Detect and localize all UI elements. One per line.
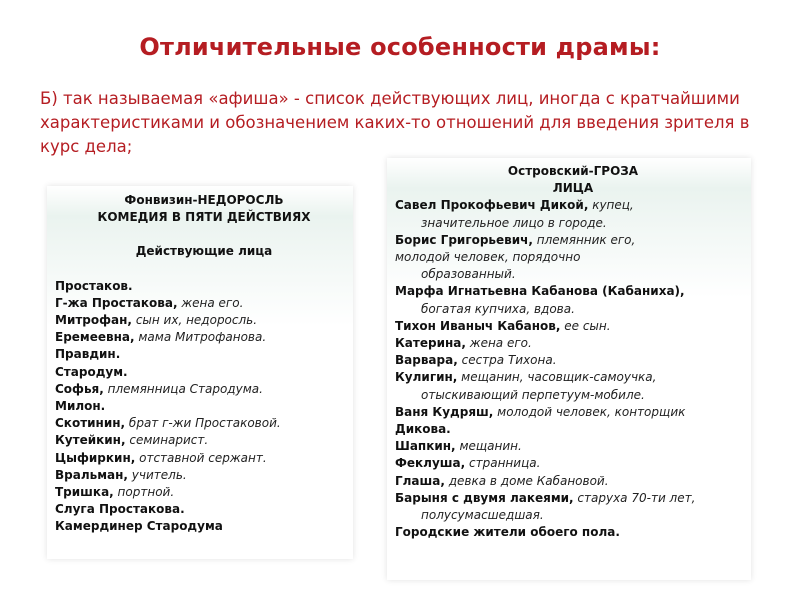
list-item <box>55 415 353 432</box>
character-description: мещанин. <box>455 439 522 454</box>
character-description-cont: полусумасшедшая. <box>421 508 544 523</box>
character-description-cont: значительное лицо в городе. <box>421 215 607 230</box>
list-item <box>395 473 751 490</box>
character-description: купец, <box>588 198 634 213</box>
list-item <box>55 450 353 467</box>
list-item <box>55 364 353 381</box>
ostrovsky-cast-heading: ЛИЦА <box>552 181 594 196</box>
character-description: племянница Стародума. <box>103 381 263 396</box>
ostrovsky-title: Островский-ГРОЗА <box>507 164 639 178</box>
fonvizin-cast-heading: Действующие лица <box>135 244 273 259</box>
character-name: Борис Григорьевич, <box>395 232 533 247</box>
fonvizin-cast-list <box>55 278 353 536</box>
list-item <box>395 318 751 335</box>
character-name: Савел Прокофьевич Дикой, <box>395 198 589 213</box>
list-item <box>55 329 353 346</box>
character-name: Феклуша, <box>395 456 466 471</box>
fonvizin-cast-box <box>47 186 353 559</box>
character-description: племянник его, <box>532 232 636 247</box>
character-name: Глаша, <box>395 473 445 488</box>
character-name: Барыня с двумя лакеями, <box>395 490 574 505</box>
character-name: Еремеевна, <box>55 330 135 345</box>
character-description: жена его. <box>465 336 532 351</box>
character-name: Скотинин, <box>55 416 126 431</box>
ostrovsky-cast-list <box>395 197 751 541</box>
list-item <box>395 455 751 472</box>
character-description: сын их, недоросль. <box>132 313 258 328</box>
character-name: Кутейкин, <box>55 433 126 448</box>
list-item <box>55 278 353 295</box>
character-description: сестра Тихона. <box>457 353 557 368</box>
character-description-cont: богатая купчиха, вдова. <box>421 301 575 316</box>
ostrovsky-cast-box <box>387 158 751 580</box>
character-description: учитель. <box>127 467 187 482</box>
character-description: девка в доме Кабановой. <box>444 473 609 488</box>
fonvizin-title: Фонвизин-НЕДОРОСЛЬ <box>124 193 284 207</box>
character-name: Шапкин, <box>395 439 456 454</box>
character-name: Городские жители обоего пола. <box>395 525 620 540</box>
list-item <box>55 484 353 501</box>
character-description: мама Митрофанова. <box>134 330 267 345</box>
character-name: Цыфиркин, <box>55 450 136 465</box>
character-description-cont: образованный. <box>421 267 516 282</box>
list-item <box>55 398 353 415</box>
character-description: странница. <box>465 456 541 471</box>
character-name: Варвара, <box>395 353 458 368</box>
character-description: молодой человек, конторщик <box>493 404 686 419</box>
character-name: Стародум. <box>55 364 128 379</box>
list-item <box>55 501 353 518</box>
list-item <box>395 438 751 455</box>
character-description: портной. <box>113 485 175 500</box>
character-name: Митрофан, <box>55 313 132 328</box>
fonvizin-subtitle: КОМЕДИЯ В ПЯТИ ДЕЙСТВИЯХ <box>97 210 311 225</box>
character-name: Милон. <box>55 399 106 414</box>
list-item <box>55 312 353 329</box>
list-item <box>55 381 353 398</box>
character-description: ее сын. <box>560 318 611 333</box>
character-name: Тихон Иваныч Кабанов, <box>395 318 561 333</box>
character-name: Софья, <box>55 381 104 396</box>
list-item <box>395 197 751 214</box>
list-item <box>395 421 751 438</box>
character-description: мещанин, часовщик-самоучка, <box>457 370 657 385</box>
list-item <box>395 490 751 507</box>
character-name: Ваня Кудряш, <box>395 404 494 419</box>
character-name: Марфа Игнатьевна Кабанова (Кабаниха), <box>395 284 685 299</box>
character-description: семинарист. <box>125 433 209 448</box>
list-item <box>55 295 353 312</box>
character-description: отставной сержант. <box>135 450 267 465</box>
character-name: Дикова. <box>395 422 451 437</box>
character-name: Правдин. <box>55 347 121 362</box>
character-description-cont: молодой человек, порядочно <box>395 250 581 265</box>
slide-title: Отличительные особенности драмы: <box>139 33 661 61</box>
character-name: Камердинер Стародума <box>55 519 223 534</box>
character-name: Г-жа Простакова, <box>55 295 178 310</box>
intro-paragraph: Б) так называемая «афиша» - список действующих лиц, иногда с кратчайшими характеристиками и обозначением каких-то отношений для введения зрителя в курс дела; <box>40 89 750 156</box>
character-name: Простаков. <box>55 278 133 293</box>
list-item <box>55 432 353 449</box>
character-description-cont: отыскивающий перпетуум-мобиле. <box>421 387 645 402</box>
list-item <box>395 232 751 249</box>
list-item <box>395 283 751 300</box>
character-description: жена его. <box>177 295 244 310</box>
character-name: Кулигин, <box>395 370 458 385</box>
list-item <box>395 369 751 386</box>
character-name: Слуга Простакова. <box>55 502 185 517</box>
character-name: Вральман, <box>55 467 128 482</box>
character-name: Тришка, <box>55 485 114 500</box>
list-item <box>55 467 353 484</box>
list-item <box>395 404 751 421</box>
list-item <box>55 518 353 535</box>
character-description: брат г-жи Простаковой. <box>125 416 281 431</box>
list-item <box>395 335 751 352</box>
character-description: старуха 70-ти лет, <box>573 490 696 505</box>
list-item <box>395 524 751 541</box>
list-item <box>395 352 751 369</box>
character-name: Катерина, <box>395 336 466 351</box>
list-item <box>55 346 353 363</box>
